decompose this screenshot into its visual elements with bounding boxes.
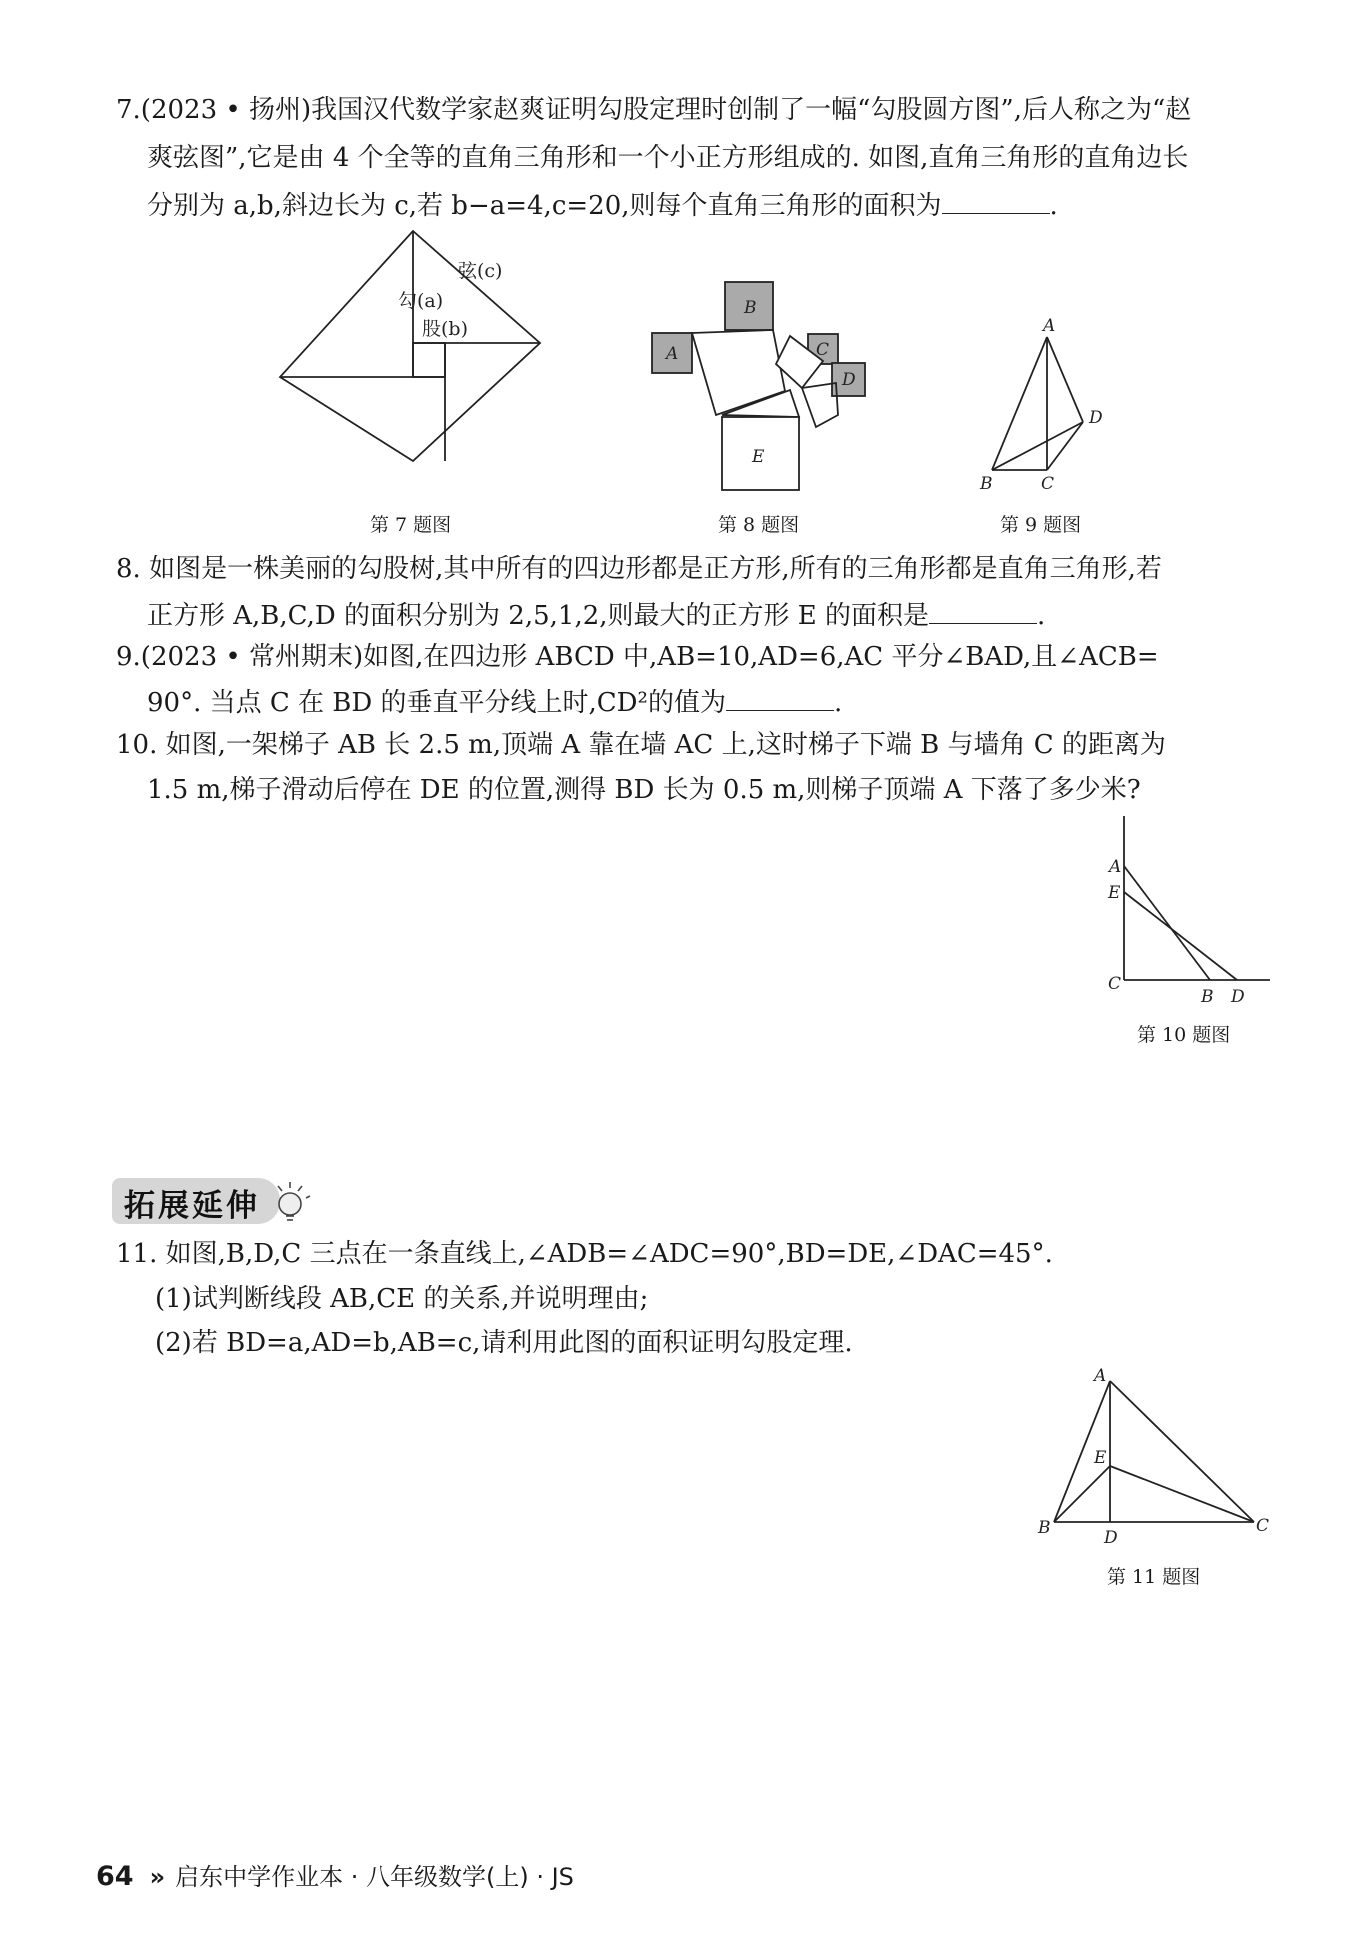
fig9-label-b: B [980, 474, 993, 494]
q8-line-1: 8. 如图是一株美丽的勾股树,其中所有的四边形都是正方形,所有的三角形都是直角三角形,若 [116, 554, 1162, 584]
q8-line-2-end: . [1037, 601, 1046, 631]
fig9-side-ab [992, 337, 1047, 470]
q7-line-2: 爽弦图”,它是由 4 个全等的直角三角形和一个小正方形组成的. 如图,直角三角形的直角边长 [147, 143, 1189, 173]
fig8-label-a: A [666, 344, 679, 364]
fig11-side-ac [1110, 1381, 1254, 1522]
figure-9 [975, 315, 1115, 495]
fig8-square-left [692, 330, 785, 415]
fig11-label-d: D [1104, 1528, 1118, 1548]
q11-part-2: (2)若 BD=a,AD=b,AB=c,请利用此图的面积证明勾股定理. [155, 1328, 853, 1358]
answer-blank-q7[interactable] [942, 187, 1050, 214]
q7-line-3-end: . [1049, 191, 1058, 221]
fig9-caption: 第 9 题图 [1000, 514, 1082, 536]
fig11-label-a: A [1094, 1366, 1107, 1386]
fig10-caption: 第 10 题图 [1137, 1024, 1231, 1046]
fig10-label-c: C [1108, 974, 1122, 994]
page-footer [96, 1857, 574, 1892]
q10-line-2: 1.5 m,梯子滑动后停在 DE 的位置,测得 BD 长为 0.5 m,则梯子顶端 A 下落了多少米? [147, 775, 1141, 805]
answer-blank-q8[interactable] [929, 597, 1037, 624]
fig11-segment-be [1054, 1466, 1110, 1522]
q7-line-3 [147, 187, 1058, 223]
fig8-caption: 第 8 题图 [718, 514, 800, 536]
fig9-side-ad [1047, 337, 1083, 422]
page-number: 64 [96, 1861, 134, 1892]
fig9-label-a: A [1043, 316, 1056, 336]
double-chevron-icon: » [149, 1863, 166, 1891]
fig7-label-hypotenuse: 弦(c) [458, 260, 503, 282]
fig9-side-cd [1047, 422, 1083, 470]
lightbulb-icon [272, 1172, 312, 1228]
fig8-label-d: D [842, 370, 856, 390]
figure-7 [270, 225, 550, 495]
q8-line-2 [147, 597, 1045, 633]
section-title: 拓展延伸 [124, 1188, 260, 1224]
fig7-caption: 第 7 题图 [370, 514, 452, 536]
q9-line-2 [147, 684, 842, 720]
fig7-inner-square [413, 343, 445, 377]
figure-11 [1030, 1365, 1270, 1565]
fig11-segment-ec [1110, 1466, 1254, 1522]
fig8-label-c: C [816, 340, 830, 360]
fig9-diagonal-bd [992, 422, 1083, 470]
figure-10 [1100, 810, 1280, 1010]
fig8-triangle [722, 390, 799, 417]
q7-line-3-text: 分别为 a,b,斜边长为 c,若 b−a=4,c=20,则每个直角三角形的面积为 [147, 191, 942, 221]
fig11-label-b: B [1038, 1518, 1051, 1538]
fig8-label-e: E [752, 447, 765, 467]
q9-line-2-text: 90°. 当点 C 在 BD 的垂直平分线上时,CD²的值为 [147, 688, 726, 718]
q7-line-1: 7.(2023 • 扬州)我国汉代数学家赵爽证明勾股定理时创制了一幅“勾股圆方图”,后人称之为“赵 [116, 95, 1192, 125]
fig10-label-b: B [1201, 987, 1214, 1007]
fig9-label-c: C [1041, 474, 1055, 494]
fig10-ladder-de [1124, 892, 1237, 980]
fig11-caption: 第 11 题图 [1107, 1566, 1201, 1588]
figure-8 [640, 275, 880, 500]
q8-line-2-text: 正方形 A,B,C,D 的面积分别为 2,5,1,2,则最大的正方形 E 的面积是 [147, 601, 930, 631]
answer-blank-q9[interactable] [726, 684, 834, 711]
q11-part-1: (1)试判断线段 AB,CE 的关系,并说明理由; [155, 1284, 649, 1314]
fig10-ladder-ab [1124, 866, 1210, 980]
q11-line-1: 11. 如图,B,D,C 三点在一条直线上,∠ADB=∠ADC=90°,BD=DE,∠DAC=45°. [116, 1239, 1053, 1269]
section-extension-tag [112, 1172, 310, 1228]
fig9-label-d: D [1089, 408, 1103, 428]
book-title: 启东中学作业本 · 八年级数学(上) · JS [175, 1863, 574, 1891]
q9-line-2-end: . [833, 688, 843, 718]
fig10-label-e: E [1108, 883, 1121, 903]
q9-line-1: 9.(2023 • 常州期末)如图,在四边形 ABCD 中,AB=10,AD=6,AC 平分∠BAD,且∠ACB= [116, 642, 1159, 672]
fig10-label-a: A [1109, 857, 1122, 877]
q10-line-1: 10. 如图,一架梯子 AB 长 2.5 m,顶端 A 靠在墙 AC 上,这时梯子下端 B 与墙角 C 的距离为 [116, 730, 1166, 760]
fig7-label-gu: 股(b) [422, 318, 468, 340]
fig10-label-d: D [1231, 987, 1245, 1007]
fig7-label-gou: 勾(a) [398, 290, 444, 312]
fig11-label-c: C [1256, 1516, 1270, 1536]
fig11-label-e: E [1094, 1448, 1107, 1468]
fig8-label-b: B [744, 298, 757, 318]
